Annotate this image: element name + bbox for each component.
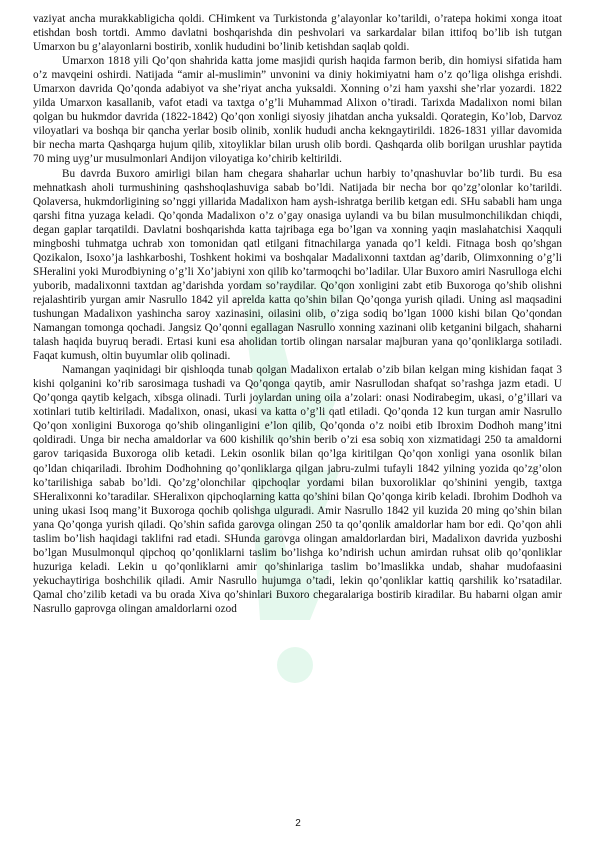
paragraph-2: Umarxon 1818 yili Qo’qon shahrida katta jome masjidi qurish haqida farmon berib, din homiysi sifatida ham o’z mavqeini oshirdi. Natijada “amir al-muslimin” unvonini va diniy hokimiyatni ham o’z qo’liga olishga erishdi. Umarxon davrida Qo’qonda adabiyot va she’riyat ancha yuksaldi. Xonning o’zi ham yaxshi she’rlar yozardi. 1822 yilda Umarxon kasallanib, vafot etadi va taxtga o’g’li Muhammad Alixon o’tiradi. Tarixda Madalixon nomi bilan qolgan bu hukmdor davrida (1822-1842) Qo’qon xonligi siyosiy jihatdan ancha yuksaldi. Qorategin, Ko’lob, Darvoz viloyatlari va boshqa bir qancha yerlar bosib olinib, xonlik hududi ancha kekngaytirildi. 1826-1831 yillar davomida bir necha marta Qashqarga hujum qilib, xitoyliklar bilan urush olib bordi. Qashqarda olib borilgan urushlar paytida 70 ming uyg’ur musulmonlari Andijon viloyatiga ko’chirib keltirildi.	[33, 55, 562, 166]
paragraph-1: vaziyat ancha murakkabligicha qoldi. CHimkent va Turkistonda g’alayonlar ko’tarildi, o’ratepa hokimi xonga itoat etishdan bosh tortdi. Ammo davlatni boshqarishda din peshvolari va sarkardalar bilan ittifoq bo’lib ish tutgan Umarxon bu g’alayonlarni bostirib, xonlik hududini bo’linib ketishdan saqlab qoldi.	[33, 13, 562, 54]
paragraph-4: Namangan yaqinidagi bir qishloqda tunab qolgan Madalixon ertalab o’zib bilan kelgan ming kishidan faqat 3 kishi qolganini ko’rib sarosimaga tushadi va Qo’qonga qaytib, amir Nasrullodan shafqat so’rashga jazm etadi. U Qo’qonga qaytib kelgach, xibsga olinadi. Turli joylardan uning oila a’zolari: onasi Nodirabegim, ukasi, o’g’illari va xotinlari tutib keltiriladi. Madalixon, onasi, ukasi va katta o’g’li qatl etiladi. Qo’qonda 12 kun turgan amir Nasrullo Qo’qon xonligini Buxoroga qo’shib olinganligini e’lon qilib, Qo’qonda o’z noibi etib Ibroxim Dodhoh mang’itni qoldiradi. Unga bir necha amaldorlar va 600 kishilik qo’shin berib o’zi esa sobiq xon xizmatidagi 250 ta amaldorni garov tariqasida Buxoroga olib ketadi. Lekin osonlik bilan qo’lga kiritilgan Qo’qon xonligi yana osonlik bilan qo’ldan chiqariladi. Ibrohim Dodhohning qo’qonliklarga qilgan jabru-zulmi tufayli 1842 yilning yozida qo’zg’olon ko’tarilishiga sabab bo’ldi. Qo’zg’olonchilar qipchoqlar yordami bilan buxoroliklar qo’shinini yengib, taxtga SHeralixonni ko’taradilar. SHeralixon qipchoqlarning katta qo’shini bilan Qo’qonga kirib keladi. Ibrohim Dodhoh va uning ukasi Isoq mang’it Buxoroga qochib qolishga ulguradi. Amir Nasrullo 1842 yil kuzida 20 ming qo’shin bilan yana Qo’qonga yurish qiladi. Qo’shin safida garovga olingan 250 ta qo’qonlik amaldorlar ham bor edi. Qo’qon ahli taslim bo’lish haqidagi taklifni rad etadi. SHunda garovga olingan amaldorlardan biri, Madalixon davrida yuzboshi bo’lgan Musulmonqul qipchoq qo’qonliklarni taslim bo’lishga ko’ndirish uchun amirdan ruhsat olib qo’qonliklar huzuriga keladi. Lekin u qo’qonliklarni amir qo’shinlariga taslim bo’lmaslikka undab, shahar mudofaasini yekuchaytiriga boshchilik qiladi. Amir Nasrullo hujumga o’tadi, lekin qo’qonliklar kattiq qarshilik ko’rsatadilar. Qamal cho’zilib ketadi va bu orada Xiva qo’shinlari Buxoro chegaralariga bostirib kiradilar. Bu habarni olgan amir Nasrullo gaprovga olingan amaldorlarni ozod	[33, 364, 562, 615]
document-body	[33, 12, 562, 616]
page-number: 2	[295, 818, 301, 829]
paragraph-3: Bu davrda Buxoro amirligi bilan ham chegara shaharlar uchun harbiy to’qnashuvlar bo’lib turdi. Bu esa mehnatkash aholi turmushining qashshoqlashuviga sabab bo’ldi. Natijada bir necha bor qo’zg’olonlar ko’tarildi. Qolaversa, hukmdorligining so’nggi yillarida Madalixon ham aysh-ishratga berilib ketgan edi. SHu sababli ham unga qarshi fitna yuzaga keladi. Qo’qonda Madalixon o’z o’gay onasiga uylandi va bu bilan musulmonchilikdan chiqdi, degan gaplar tarqatildi. Davlatni boshqarishda katta tajribaga ega bo’lgan va xonning yaqin maslahatchisi Xaqquli mingboshi tuhmatga uchrab xon tomonidan qatl etilgani fitnachilarga yanada qo’l keldi. Fitnaga bosh qo’shgan Qozikalon, Isoxo’ja lashkarboshi, Toshkent hokimi va boshqalar Madalixonni taxtdan ag’darib, Olimxonning o’g’li SHeralini yoki Murodbiyning o’g’li Xo’jabiyni xon qilib ko’tarmoqchi bo’ladilar. Ular Buxoro amiri Nasrulloga elchi yuborib, madalixonni taxtdan ag’darishda yordam so’raydilar. Qo’qon xonligini zabt etib Buxoroga qo’shib olishni rejalashtirib yurgan amir Nasrullo 1842 yil aprelda katta qo’shin bilan Qo’qonga yurish qiladi. Uning asl maqsadini tushungan Madalixon yashincha saroy xazinasini, oilasini olib, o’ziga sodiq bo’lgan 1000 kishi bilan Qo’qondan Namangan tomonga qochadi. Jangsiz Qo’qonni egallagan Nasrullo xonning xazinani olib ketganini bilgach, shaharni talash haqida buyruq beradi. Ertasi kuni esa aholidan tortib olingan narsalar majburan yana qo’qonliklarga sotiladi. Faqat kumush, oltin buyumlar olib qolinadi.	[33, 167, 562, 363]
